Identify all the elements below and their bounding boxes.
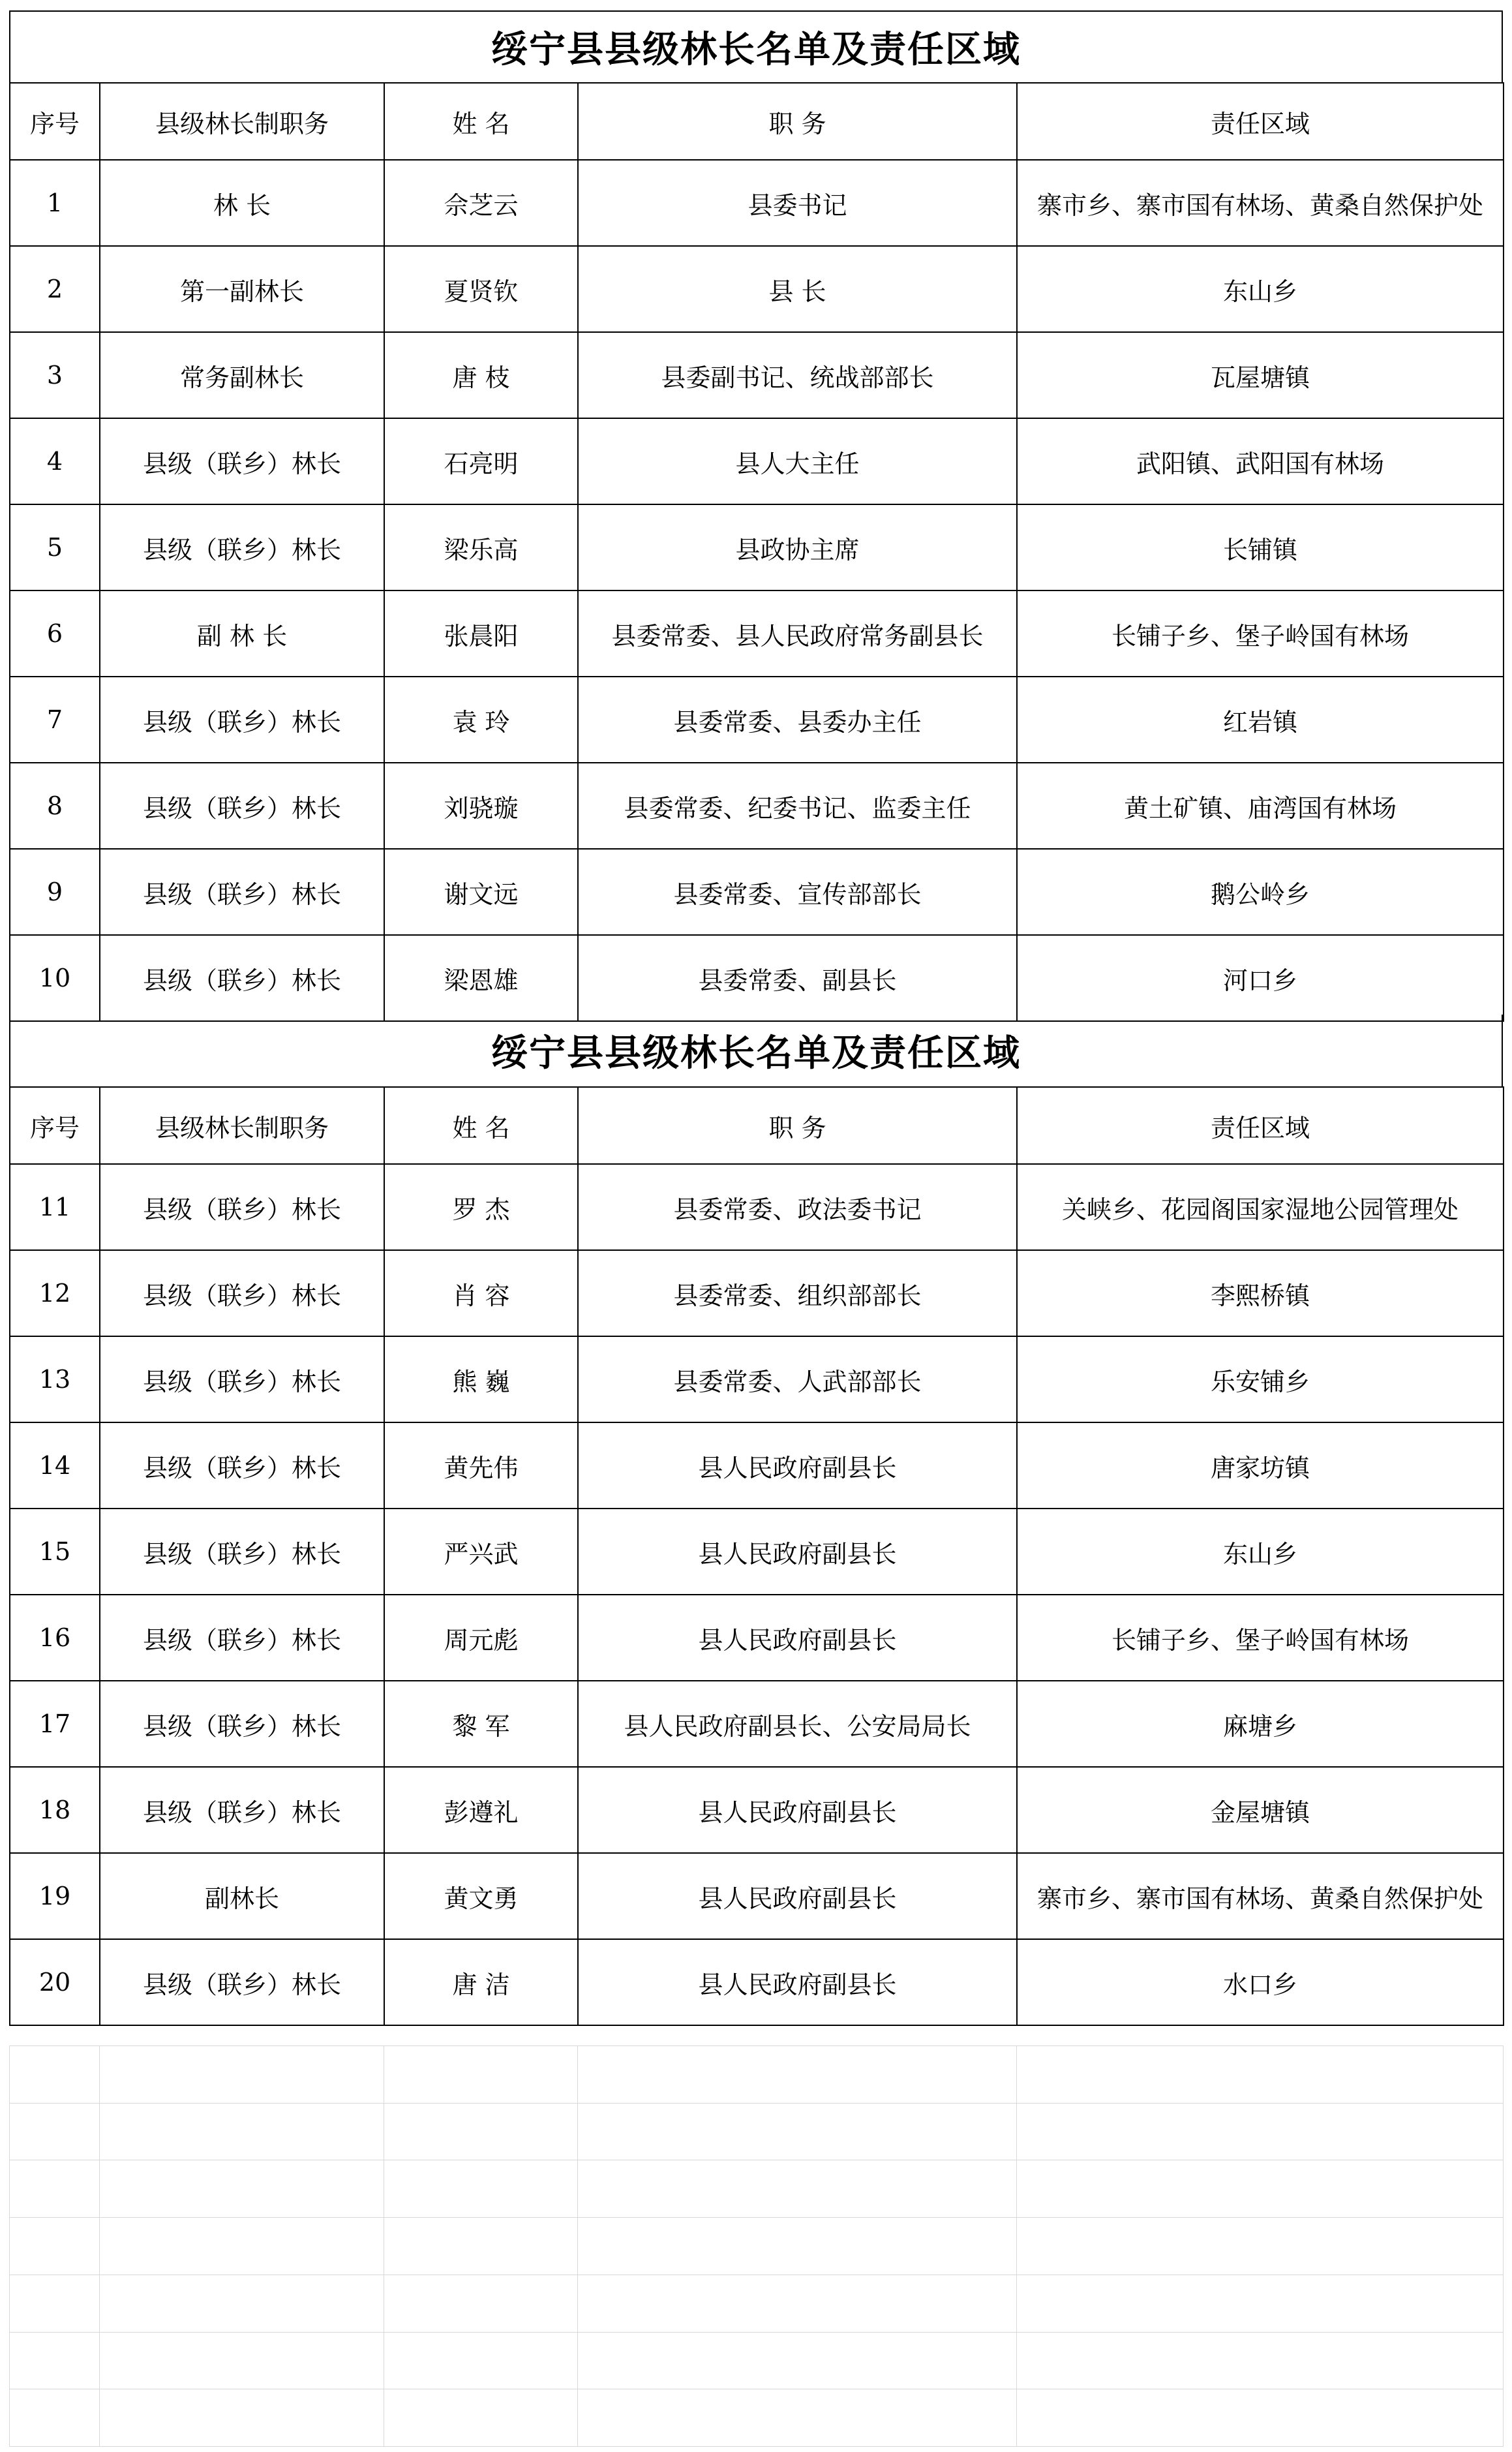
cell-index: 5 [10, 504, 100, 590]
cell-name: 梁恩雄 [384, 935, 578, 1021]
table-block-1 [9, 10, 1503, 1022]
cell-area: 麻塘乡 [1017, 1681, 1504, 1767]
cell-index: 7 [10, 677, 100, 763]
cell-name: 夏贤钦 [384, 246, 578, 332]
cell-role: 县级（联乡）林长 [100, 504, 384, 590]
cell-position: 县委常委、县委办主任 [578, 677, 1017, 763]
table-row [10, 935, 1504, 1021]
table-row [10, 418, 1504, 504]
cell-position: 县政协主席 [578, 504, 1017, 590]
cell-role: 第一副林长 [100, 246, 384, 332]
header-name: 姓 名 [384, 83, 578, 160]
table-row [10, 1250, 1504, 1336]
cell-position: 县人民政府副县长 [578, 1767, 1017, 1853]
cell-position: 县委常委、组织部部长 [578, 1250, 1017, 1336]
cell-role: 副林长 [100, 1853, 384, 1939]
leader-table-2 [9, 1086, 1504, 2026]
table-row [10, 1853, 1504, 1939]
cell-area: 金屋塘镇 [1017, 1767, 1504, 1853]
cell-position: 县委常委、副县长 [578, 935, 1017, 1021]
cell-name: 黄先伟 [384, 1422, 578, 1509]
cell-area: 长铺子乡、堡子岭国有林场 [1017, 590, 1504, 677]
cell-index: 3 [10, 332, 100, 418]
header-area: 责任区域 [1017, 1087, 1504, 1164]
cell-area: 河口乡 [1017, 935, 1504, 1021]
cell-area: 鹅公岭乡 [1017, 849, 1504, 935]
cell-name: 石亮明 [384, 418, 578, 504]
cell-name: 黎 军 [384, 1681, 578, 1767]
cell-area: 唐家坊镇 [1017, 1422, 1504, 1509]
cell-position: 县委常委、纪委书记、监委主任 [578, 763, 1017, 849]
cell-index: 18 [10, 1767, 100, 1853]
cell-role: 县级（联乡）林长 [100, 1422, 384, 1509]
cell-position: 县委常委、人武部部长 [578, 1336, 1017, 1422]
table-row [10, 246, 1504, 332]
cell-role: 县级（联乡）林长 [100, 763, 384, 849]
cell-position: 县委常委、宣传部部长 [578, 849, 1017, 935]
table-row [10, 1767, 1504, 1853]
cell-name: 罗 杰 [384, 1164, 578, 1250]
table-row [10, 849, 1504, 935]
cell-role: 县级（联乡）林长 [100, 1509, 384, 1595]
cell-index: 12 [10, 1250, 100, 1336]
cell-name: 梁乐高 [384, 504, 578, 590]
cell-index: 4 [10, 418, 100, 504]
cell-position: 县人民政府副县长 [578, 1422, 1017, 1509]
cell-position: 县人民政府副县长 [578, 1509, 1017, 1595]
page-title: 绥宁县县级林长名单及责任区域 [9, 10, 1503, 82]
cell-role: 县级（联乡）林长 [100, 1681, 384, 1767]
header-area: 责任区域 [1017, 83, 1504, 160]
cell-index: 9 [10, 849, 100, 935]
cell-index: 20 [10, 1939, 100, 2025]
cell-area: 东山乡 [1017, 246, 1504, 332]
table-row [10, 677, 1504, 763]
leader-table-1 [9, 82, 1504, 1022]
cell-name: 彭遵礼 [384, 1767, 578, 1853]
cell-index: 15 [10, 1509, 100, 1595]
table-row [10, 1939, 1504, 2025]
cell-area: 武阳镇、武阳国有林场 [1017, 418, 1504, 504]
header-position: 职 务 [578, 83, 1017, 160]
cell-index: 1 [10, 160, 100, 246]
cell-index: 6 [10, 590, 100, 677]
cell-name: 黄文勇 [384, 1853, 578, 1939]
cell-position: 县人民政府副县长 [578, 1939, 1017, 2025]
table-row [10, 763, 1504, 849]
cell-role: 县级（联乡）林长 [100, 849, 384, 935]
header-role: 县级林长制职务 [100, 83, 384, 160]
cell-position: 县委常委、县人民政府常务副县长 [578, 590, 1017, 677]
cell-area: 寨市乡、寨市国有林场、黄桑自然保护处 [1017, 1853, 1504, 1939]
table-header-row [10, 1087, 1504, 1164]
cell-role: 县级（联乡）林长 [100, 1595, 384, 1681]
cell-area: 水口乡 [1017, 1939, 1504, 2025]
cell-position: 县委副书记、统战部部长 [578, 332, 1017, 418]
cell-role: 县级（联乡）林长 [100, 1939, 384, 2025]
cell-name: 严兴武 [384, 1509, 578, 1595]
table-row [10, 1509, 1504, 1595]
cell-index: 10 [10, 935, 100, 1021]
table-header-row [10, 83, 1504, 160]
cell-name: 张晨阳 [384, 590, 578, 677]
cell-area: 寨市乡、寨市国有林场、黄桑自然保护处 [1017, 160, 1504, 246]
cell-area: 东山乡 [1017, 1509, 1504, 1595]
cell-area: 李熙桥镇 [1017, 1250, 1504, 1336]
table-row [10, 504, 1504, 590]
cell-area: 瓦屋塘镇 [1017, 332, 1504, 418]
cell-role: 县级（联乡）林长 [100, 1767, 384, 1853]
cell-name: 袁 玲 [384, 677, 578, 763]
cell-name: 唐 洁 [384, 1939, 578, 2025]
cell-index: 14 [10, 1422, 100, 1509]
cell-index: 2 [10, 246, 100, 332]
table-row [10, 590, 1504, 677]
table-row [10, 1164, 1504, 1250]
cell-position: 县委常委、政法委书记 [578, 1164, 1017, 1250]
cell-index: 8 [10, 763, 100, 849]
cell-area: 黄土矿镇、庙湾国有林场 [1017, 763, 1504, 849]
table-block-2 [9, 1015, 1503, 2026]
cell-index: 11 [10, 1164, 100, 1250]
cell-role: 副 林 长 [100, 590, 384, 677]
cell-index: 17 [10, 1681, 100, 1767]
cell-name: 肖 容 [384, 1250, 578, 1336]
header-role: 县级林长制职务 [100, 1087, 384, 1164]
cell-role: 县级（联乡）林长 [100, 418, 384, 504]
header-index: 序号 [10, 83, 100, 160]
table-row [10, 1422, 1504, 1509]
header-index: 序号 [10, 1087, 100, 1164]
cell-position: 县委书记 [578, 160, 1017, 246]
cell-position: 县人大主任 [578, 418, 1017, 504]
cell-position: 县人民政府副县长、公安局局长 [578, 1681, 1017, 1767]
cell-role: 县级（联乡）林长 [100, 677, 384, 763]
cell-position: 县人民政府副县长 [578, 1853, 1017, 1939]
cell-role: 县级（联乡）林长 [100, 1336, 384, 1422]
cell-position: 县人民政府副县长 [578, 1595, 1017, 1681]
cell-name: 熊 巍 [384, 1336, 578, 1422]
table-row [10, 1681, 1504, 1767]
cell-area: 长铺镇 [1017, 504, 1504, 590]
table-row [10, 1336, 1504, 1422]
cell-name: 谢文远 [384, 849, 578, 935]
empty-grid [9, 2046, 1503, 2447]
table-row [10, 332, 1504, 418]
cell-role: 林 长 [100, 160, 384, 246]
cell-name: 周元彪 [384, 1595, 578, 1681]
page-title-2: 绥宁县县级林长名单及责任区域 [9, 1015, 1503, 1086]
cell-role: 县级（联乡）林长 [100, 1250, 384, 1336]
cell-index: 16 [10, 1595, 100, 1681]
cell-name: 唐 枝 [384, 332, 578, 418]
cell-area: 红岩镇 [1017, 677, 1504, 763]
cell-position: 县 长 [578, 246, 1017, 332]
cell-name: 佘芝云 [384, 160, 578, 246]
cell-role: 常务副林长 [100, 332, 384, 418]
cell-role: 县级（联乡）林长 [100, 935, 384, 1021]
table-row [10, 1595, 1504, 1681]
cell-area: 长铺子乡、堡子岭国有林场 [1017, 1595, 1504, 1681]
cell-name: 刘骁璇 [384, 763, 578, 849]
header-position: 职 务 [578, 1087, 1017, 1164]
cell-index: 19 [10, 1853, 100, 1939]
table-row [10, 160, 1504, 246]
cell-index: 13 [10, 1336, 100, 1422]
cell-area: 乐安铺乡 [1017, 1336, 1504, 1422]
header-name: 姓 名 [384, 1087, 578, 1164]
cell-role: 县级（联乡）林长 [100, 1164, 384, 1250]
cell-area: 关峡乡、花园阁国家湿地公园管理处 [1017, 1164, 1504, 1250]
